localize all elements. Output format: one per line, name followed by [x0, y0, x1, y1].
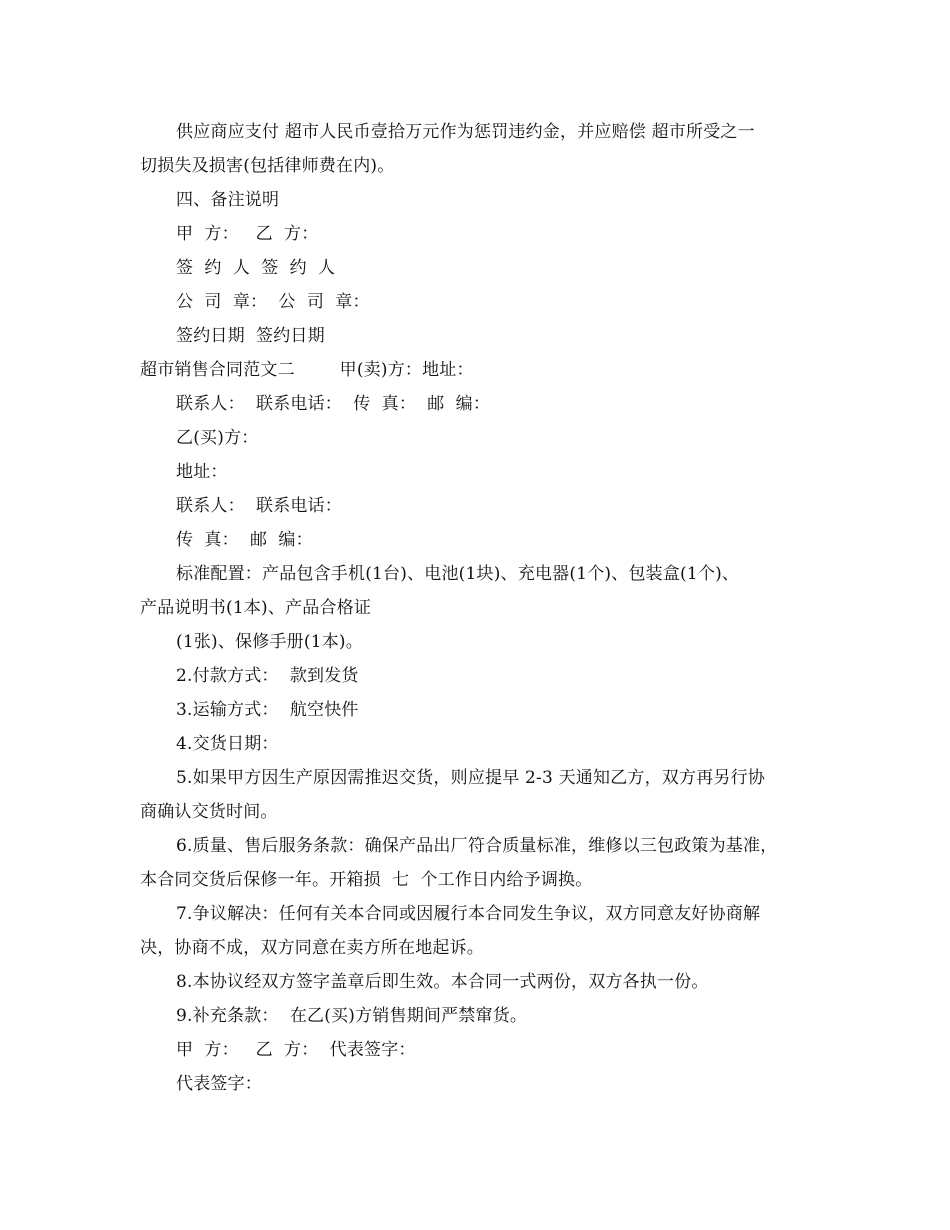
contract-title-line: 超市销售合同范文二 甲(卖)方：地址： [140, 360, 474, 380]
clause-line: 8.本协议经双方签字盖章后即生效。本合同一式两份，双方各执一份。 [176, 972, 709, 992]
seller-contact-line: 联系人： 联系电话： 传 真： 邮 编： [176, 394, 491, 414]
standard-config-line: 产品说明书(1本)、产品合格证 [140, 598, 372, 618]
clause-line: 本合同交货后保修一年。开箱损 七 个工作日内给予调换。 [140, 870, 593, 890]
paragraph-line: 供应商应支付 超市人民币壹拾万元作为惩罚违约金，并应赔偿 超市所受之一 [176, 122, 755, 142]
signature-signer-line: 签 约 人 签 约 人 [176, 258, 336, 278]
signature-party-line: 甲 方： 乙 方： [176, 224, 319, 244]
clause-line: 3.运输方式： 航空快件 [176, 700, 359, 720]
clause-line: 商确认交货时间。 [140, 802, 278, 822]
clause-line: 7.争议解决：任何有关本合同或因履行本合同发生争议，双方同意友好协商解 [176, 904, 761, 924]
clause-line: 决，协商不成，双方同意在卖方所在地起诉。 [140, 938, 484, 958]
signature-party-line: 甲 方： 乙 方： 代表签字： [176, 1040, 416, 1060]
signature-date-line: 签约日期 签约日期 [176, 326, 325, 346]
clause-line: 2.付款方式： 款到发货 [176, 666, 359, 686]
buyer-label-line: 乙(买)方： [176, 428, 259, 448]
signature-seal-line: 公 司 章： 公 司 章： [176, 292, 370, 312]
clause-line: 9.补充条款： 在乙(买)方销售期间严禁窜货。 [176, 1006, 528, 1026]
clause-line: 4.交货日期： [176, 734, 279, 754]
clause-line: 6.质量、售后服务条款：确保产品出厂符合质量标准，维修以三包政策为基准， [176, 836, 778, 856]
buyer-contact-line: 联系人： 联系电话： [176, 496, 343, 516]
standard-config-line: (1张)、保修手册(1本)。 [176, 632, 363, 652]
standard-config-line: 标准配置：产品包含手机(1台)、电池(1块)、充电器(1个)、包装盒(1个)、 [176, 564, 740, 584]
clause-line: 5.如果甲方因生产原因需推迟交货，则应提早 2-3 天通知乙方，双方再另行协 [176, 768, 766, 788]
buyer-address-line: 地址： [176, 462, 228, 482]
paragraph-line: 切损失及损害(包括律师费在内)。 [140, 156, 395, 176]
signature-rep-line: 代表签字： [176, 1074, 262, 1094]
section-heading: 四、备注说明 [176, 190, 280, 210]
buyer-fax-line: 传 真： 邮 编： [176, 530, 313, 550]
